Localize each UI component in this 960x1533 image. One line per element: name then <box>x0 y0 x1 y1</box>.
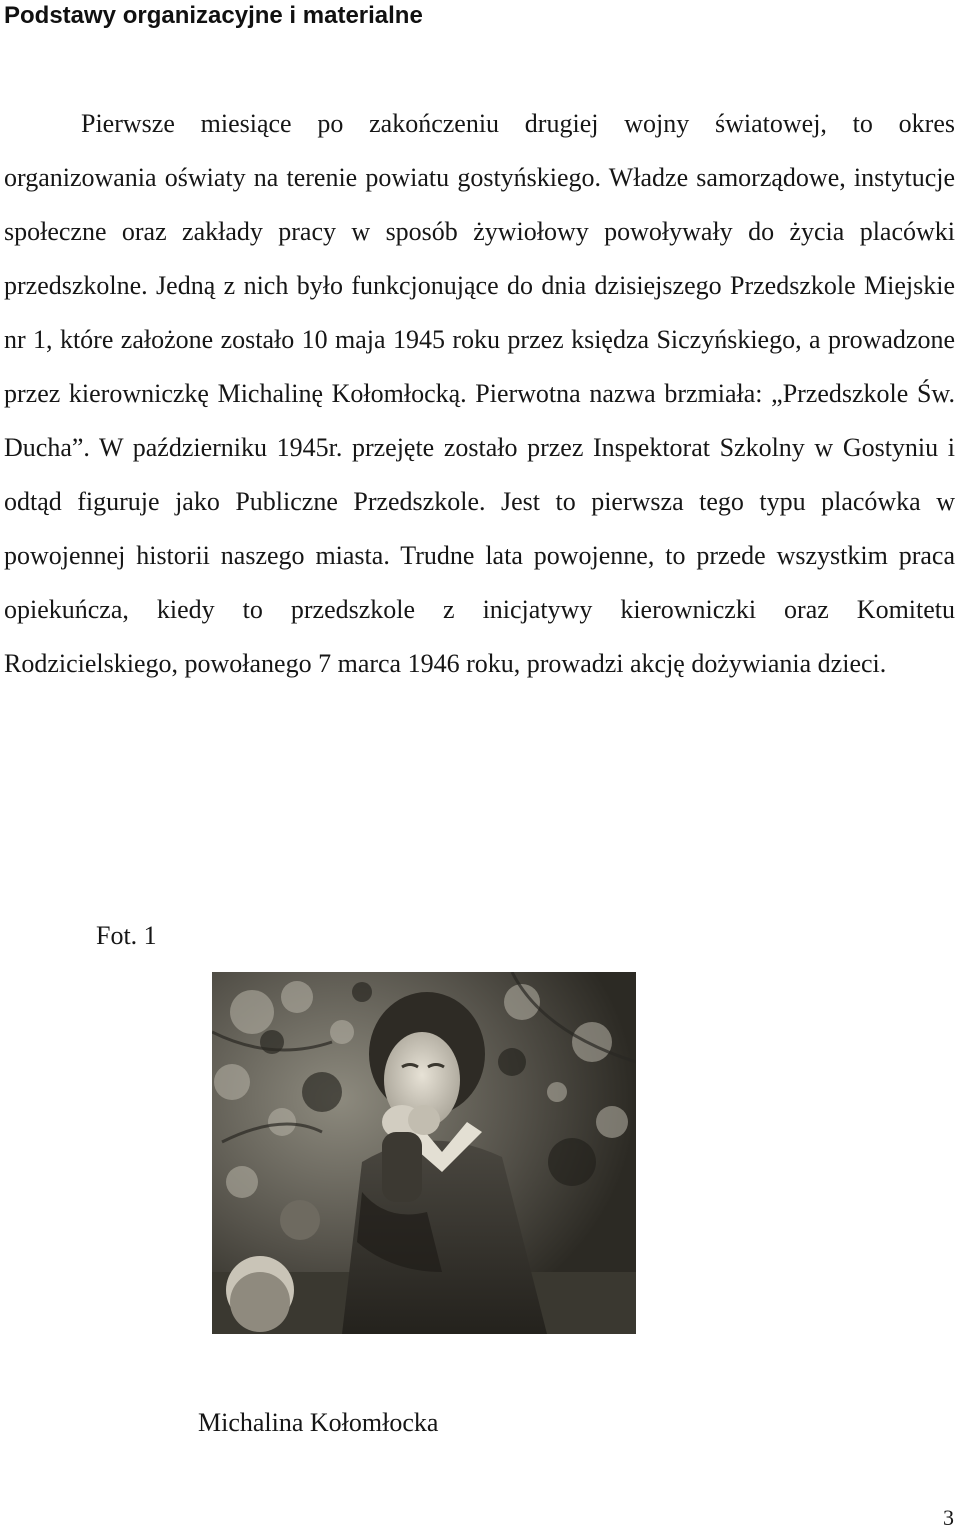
photo-image <box>212 972 636 1334</box>
photo-michalina-kolomlocka <box>212 972 636 1334</box>
photo-label: Fot. 1 <box>96 921 157 950</box>
body-paragraph: Pierwsze miesiące po zakończeniu drugiej wojny światowej, to okres organizowania oświaty na terenie powiatu gostyńskiego. Władze samorządowe, instytucje społeczne oraz zakłady pracy w sposób żywiołowy powoływały do życia placówki przedszkolne. Jedną z nich było funkcjonujące do dnia dzisiejszego Przedszkole Miejskie nr 1, które założone zostało 10 maja 1945 roku przez księdza Siczyńskiego, a prowadzone przez kierowniczkę Michalinę Kołomłocką. Pierwotna nazwa brzmiała: „Przedszkole Św. Ducha”. W październiku 1945r. przejęte zostało przez Inspektorat Szkolny w Gostyniu i odtąd figuruje jako Publiczne Przedszkole. Jest to pierwsza tego typu placówka w powojennej historii naszego miasta. Trudne lata powojenne, to przede wszystkim praca opiekuńcza, kiedy to przedszkole z inicjatywy kierowniczki oraz Komitetu Rodzicielskiego, powołanego 7 marca 1946 roku, prowadzi akcję dożywiania dzieci. <box>4 109 955 678</box>
page-number: 3 <box>943 1505 954 1530</box>
section-heading: Podstawy organizacyjne i materialne <box>4 2 423 29</box>
photo-caption: Michalina Kołomłocka <box>198 1408 439 1437</box>
